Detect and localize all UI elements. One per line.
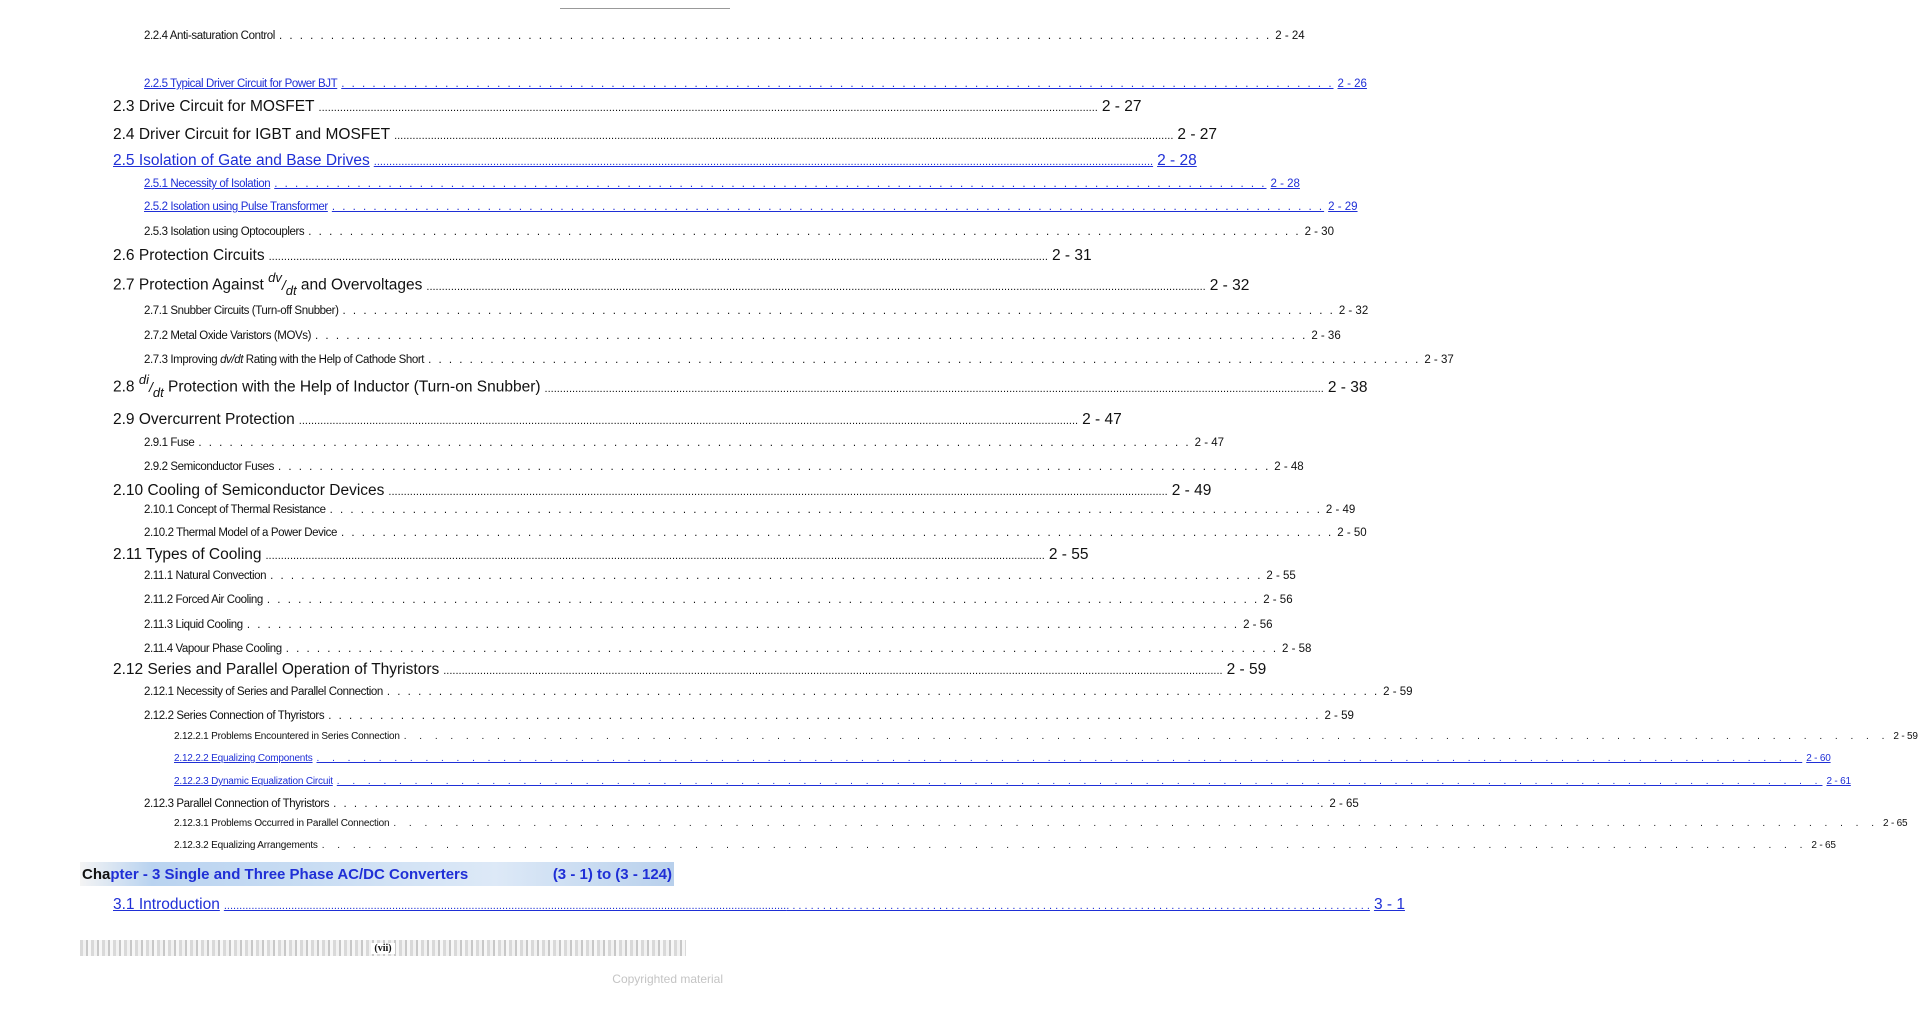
leader-dots — [341, 78, 1333, 90]
leader-dots — [388, 486, 1167, 498]
leader-dots — [317, 753, 1803, 764]
leader-dots — [286, 643, 1278, 655]
toc-entry-2-11-3[interactable] — [144, 619, 1273, 631]
toc-entry-page: 2 - 28 — [1157, 152, 1197, 169]
fraction-symbol — [268, 270, 297, 299]
toc-entry-title-end: Rating with the Help of Cathode Short — [245, 354, 425, 366]
toc-entry-2-12-2-1[interactable] — [174, 731, 1918, 742]
chapter-title[interactable] — [80, 866, 468, 883]
toc-entry-title: 2.9 Overcurrent Protection — [113, 411, 295, 428]
toc-entry-page: 2 - 50 — [1337, 527, 1367, 539]
toc-entry-title: 2.12.2 Series Connection of Thyristors — [144, 710, 325, 722]
toc-entry-2-11-1[interactable] — [144, 570, 1296, 582]
leader-dots — [426, 281, 1205, 293]
toc-entry-title: 2.12.2.3 Dynamic Equalization Circuit — [174, 776, 333, 787]
copyright-watermark: Copyrighted material — [612, 972, 723, 986]
toc-entry-2-6[interactable] — [113, 247, 1092, 265]
toc-entry-title: 2.4 Driver Circuit for IGBT and MOSFET — [113, 126, 391, 143]
toc-entry-page: 2 - 48 — [1274, 461, 1304, 473]
toc-entry-page: 2 - 37 — [1424, 354, 1454, 366]
toc-entry-page: 2 - 55 — [1266, 570, 1296, 582]
toc-entry-title: 2.9.1 Fuse — [144, 437, 195, 449]
toc-entry-title — [144, 354, 424, 366]
leader-dots — [278, 461, 1270, 473]
toc-entry-page: 2 - 26 — [1337, 78, 1367, 90]
toc-entry-title: 2.11.1 Natural Convection — [144, 570, 267, 582]
toc-entry-title: 2.6 Protection Circuits — [113, 247, 265, 264]
leader-dots — [443, 665, 1222, 677]
toc-entry-2-9[interactable] — [113, 411, 1122, 429]
leader-dots — [279, 30, 1271, 42]
leader-dots — [274, 178, 1266, 190]
leader-dots — [266, 550, 1045, 562]
toc-entry-2-11-2[interactable] — [144, 594, 1293, 606]
leader-dots — [247, 619, 1239, 631]
toc-entry-page: 2 - 29 — [1328, 201, 1358, 213]
toc-entry-page: 2 - 61 — [1826, 776, 1851, 787]
leader-dots: ........................................................................................................................................................................................ . . . — [224, 900, 1370, 912]
toc-entry-page: 2 - 32 — [1338, 305, 1369, 317]
toc-entry-title: 2.12.1 Necessity of Series and Parallel Connection — [144, 686, 383, 698]
toc-entry-2-2-4[interactable] — [144, 30, 1305, 42]
toc-entry-page: 2 - 32 — [1209, 276, 1250, 294]
leader-dots — [387, 686, 1379, 698]
leader-dots — [308, 226, 1300, 238]
leader-dots — [332, 201, 1324, 213]
fraction-numerator: dv — [268, 270, 282, 285]
leader-dots — [269, 251, 1048, 263]
toc-entry-title: 2.12.3 Parallel Connection of Thyristors — [144, 798, 330, 810]
leader-dots — [270, 570, 1262, 582]
toc-entry-title: 2.11 Types of Cooling — [113, 546, 262, 563]
toc-entry-title-end: Protection with the Help of Inductor (Turn-on Snubber) — [168, 378, 541, 396]
toc-entry-title: 2.12.2.1 Problems Encountered in Series Connection — [174, 731, 400, 742]
toc-entry-title: 2.12.2.2 Equalizing Components — [174, 753, 313, 764]
toc-entry-title: 2.12.3.2 Equalizing Arrangements — [174, 840, 318, 851]
toc-entry-page: 2 - 56 — [1263, 594, 1293, 606]
leader-dots — [393, 818, 1879, 829]
toc-entry-title: 2.10.1 Concept of Thermal Resistance — [144, 504, 326, 516]
toc-entry-2-9-1[interactable] — [144, 437, 1225, 449]
top-rule — [560, 8, 730, 9]
toc-entry-page: 2 - 58 — [1282, 643, 1312, 655]
fraction-slash: / — [281, 276, 286, 293]
toc-entry-title-start: 2.7.3 Improving — [144, 354, 218, 366]
toc-entry-2-12[interactable] — [113, 661, 1267, 679]
toc-entry-title: 2.11.4 Vapour Phase Cooling — [144, 643, 282, 655]
toc-entry-2-10[interactable] — [113, 482, 1212, 500]
toc-entry-page: 2 - 59 — [1893, 731, 1918, 742]
toc-entry-title: 2.11.2 Forced Air Cooling — [144, 594, 263, 606]
leader-dots — [328, 710, 1320, 722]
toc-entry-page: 2 - 59 — [1324, 710, 1354, 722]
chapter-heading[interactable] — [80, 862, 674, 886]
leader-dots — [394, 130, 1173, 142]
toc-entry-page: 2 - 65 — [1883, 818, 1908, 829]
toc-entry-2-2-5[interactable] — [144, 78, 1367, 90]
toc-entry-page: 2 - 65 — [1811, 840, 1836, 851]
fraction-slash: / — [149, 378, 153, 395]
toc-entry-title — [113, 372, 541, 401]
toc-entry-page: 2 - 47 — [1194, 437, 1225, 449]
toc-entry-page: 2 - 55 — [1048, 546, 1089, 563]
toc-entry-2-3[interactable] — [113, 98, 1142, 116]
fraction-symbol — [138, 372, 164, 401]
footer-band — [80, 940, 686, 956]
toc-entry-2-11-4[interactable] — [144, 643, 1312, 655]
leader-dots — [337, 776, 1823, 787]
toc-entry-page: 2 - 30 — [1304, 226, 1334, 238]
leader-dots — [343, 305, 1335, 317]
toc-entry-title-italic: dv/dt — [220, 354, 243, 366]
chapter-title-lead: Cha — [82, 865, 111, 883]
toc-entry-title-start: 2.7 Protection Against — [113, 276, 264, 294]
toc-entry-2-12-2-2[interactable] — [174, 753, 1831, 764]
toc-entry-title: 2.10 Cooling of Semiconductor Devices — [113, 482, 385, 499]
toc-entry-page: 2 - 24 — [1275, 30, 1305, 42]
toc-entry-2-5-3[interactable] — [144, 226, 1334, 238]
toc-entry-2-9-2[interactable] — [144, 461, 1304, 473]
toc-entry-title: 2.5.1 Necessity of Isolation — [144, 178, 271, 190]
leader-dots — [319, 102, 1098, 114]
toc-entry-2-5-2[interactable] — [144, 201, 1358, 213]
leader-dots — [333, 798, 1325, 810]
toc-entry-2-12-1[interactable] — [144, 686, 1413, 698]
toc-entry-2-12-2[interactable] — [144, 710, 1354, 722]
toc-entry-2-10-2[interactable] — [144, 527, 1367, 539]
toc-entry-2-8[interactable] — [113, 372, 1368, 401]
leader-dots — [545, 383, 1324, 395]
toc-entry-2-12-3-2[interactable] — [174, 840, 1836, 851]
toc-entry-2-4[interactable] — [113, 126, 1218, 144]
toc-entry-title: 2.2.4 Anti-saturation Control — [144, 30, 275, 42]
page-number: (vii) — [371, 943, 394, 954]
toc-entry-page: 2 - 28 — [1270, 178, 1300, 190]
toc-entry-title: 2.7.1 Snubber Circuits (Turn-off Snubber) — [144, 305, 339, 317]
toc-entry-title: 2.7.2 Metal Oxide Varistors (MOVs) — [144, 330, 312, 342]
toc-entry-title: 2.5.2 Isolation using Pulse Transformer — [144, 201, 328, 213]
toc-entry-page: 2 - 38 — [1327, 378, 1368, 396]
toc-entry-title: 2.11.3 Liquid Cooling — [144, 619, 243, 631]
toc-entry-page: 2 - 56 — [1243, 619, 1273, 631]
toc-entry-title-end: and Overvoltages — [300, 276, 423, 294]
leader-dots — [330, 504, 1322, 516]
toc-entry-2-5[interactable] — [113, 152, 1197, 170]
leader-dots — [404, 731, 1890, 742]
toc-entry-2-12-3[interactable] — [144, 798, 1359, 810]
toc-entry-3-1[interactable] — [113, 896, 1405, 914]
toc-entry-page: 2 - 59 — [1226, 661, 1267, 678]
toc-entry-2-7[interactable] — [113, 270, 1250, 299]
chapter-title-text: pter - 3 Single and Three Phase AC/DC Converters — [110, 865, 469, 883]
toc-entry-page: 2 - 65 — [1329, 798, 1359, 810]
toc-entry-page: 2 - 60 — [1806, 753, 1831, 764]
toc-entry-2-11[interactable] — [113, 546, 1089, 564]
chapter-page-range: (3 - 1) to (3 - 124) — [552, 865, 672, 883]
toc-entry-page: 2 - 31 — [1051, 247, 1092, 264]
toc-entry-title-start: 2.8 — [113, 378, 135, 396]
toc-entry-2-7-1[interactable] — [144, 305, 1369, 317]
toc-entry-title: 2.5 Isolation of Gate and Base Drives — [113, 152, 370, 169]
toc-entry-2-7-2[interactable] — [144, 330, 1341, 342]
toc-entry-title: 2.2.5 Typical Driver Circuit for Power BJT — [144, 78, 338, 90]
toc-entry-page: 2 - 59 — [1383, 686, 1413, 698]
toc-entry-page: 2 - 47 — [1082, 411, 1122, 428]
leader-dots — [299, 415, 1078, 427]
toc-entry-title — [113, 270, 423, 299]
fraction-numerator: di — [138, 372, 149, 387]
leader-dots — [267, 594, 1259, 606]
toc-entry-title: 2.12 Series and Parallel Operation of Thyristors — [113, 661, 440, 678]
toc-entry-page: 2 - 27 — [1101, 98, 1142, 115]
toc-entry-title: 3.1 Introduction — [113, 896, 220, 913]
toc-entry-title: 2.3 Drive Circuit for MOSFET — [113, 98, 315, 115]
toc-entry-2-7-3[interactable] — [144, 354, 1454, 366]
fraction-denominator: dt — [152, 385, 164, 401]
toc-entry-title: 2.10.2 Thermal Model of a Power Device — [144, 527, 337, 539]
leader-dots — [315, 330, 1307, 342]
leader-dots — [198, 437, 1190, 449]
toc-entry-title: 2.5.3 Isolation using Optocouplers — [144, 226, 305, 238]
leader-dots — [374, 156, 1153, 168]
toc-entry-2-12-2-3[interactable] — [174, 776, 1851, 787]
toc-entry-page: 2 - 49 — [1171, 482, 1212, 499]
toc-entry-page: 3 - 1 — [1373, 896, 1405, 913]
leader-dots — [428, 354, 1420, 366]
fraction-denominator: dt — [285, 283, 297, 299]
toc-entry-page: 2 - 27 — [1177, 126, 1218, 143]
leader-dots — [322, 840, 1808, 851]
toc-entry-title: 2.12.3.1 Problems Occurred in Parallel Connection — [174, 818, 390, 829]
toc-entry-2-12-3-1[interactable] — [174, 818, 1908, 829]
leader-dots — [341, 527, 1333, 539]
toc-entry-page: 2 - 49 — [1325, 504, 1356, 516]
toc-entry-2-5-1[interactable] — [144, 178, 1300, 190]
toc-entry-page: 2 - 36 — [1311, 330, 1341, 342]
toc-entry-title: 2.9.2 Semiconductor Fuses — [144, 461, 274, 473]
toc-entry-2-10-1[interactable] — [144, 504, 1356, 516]
